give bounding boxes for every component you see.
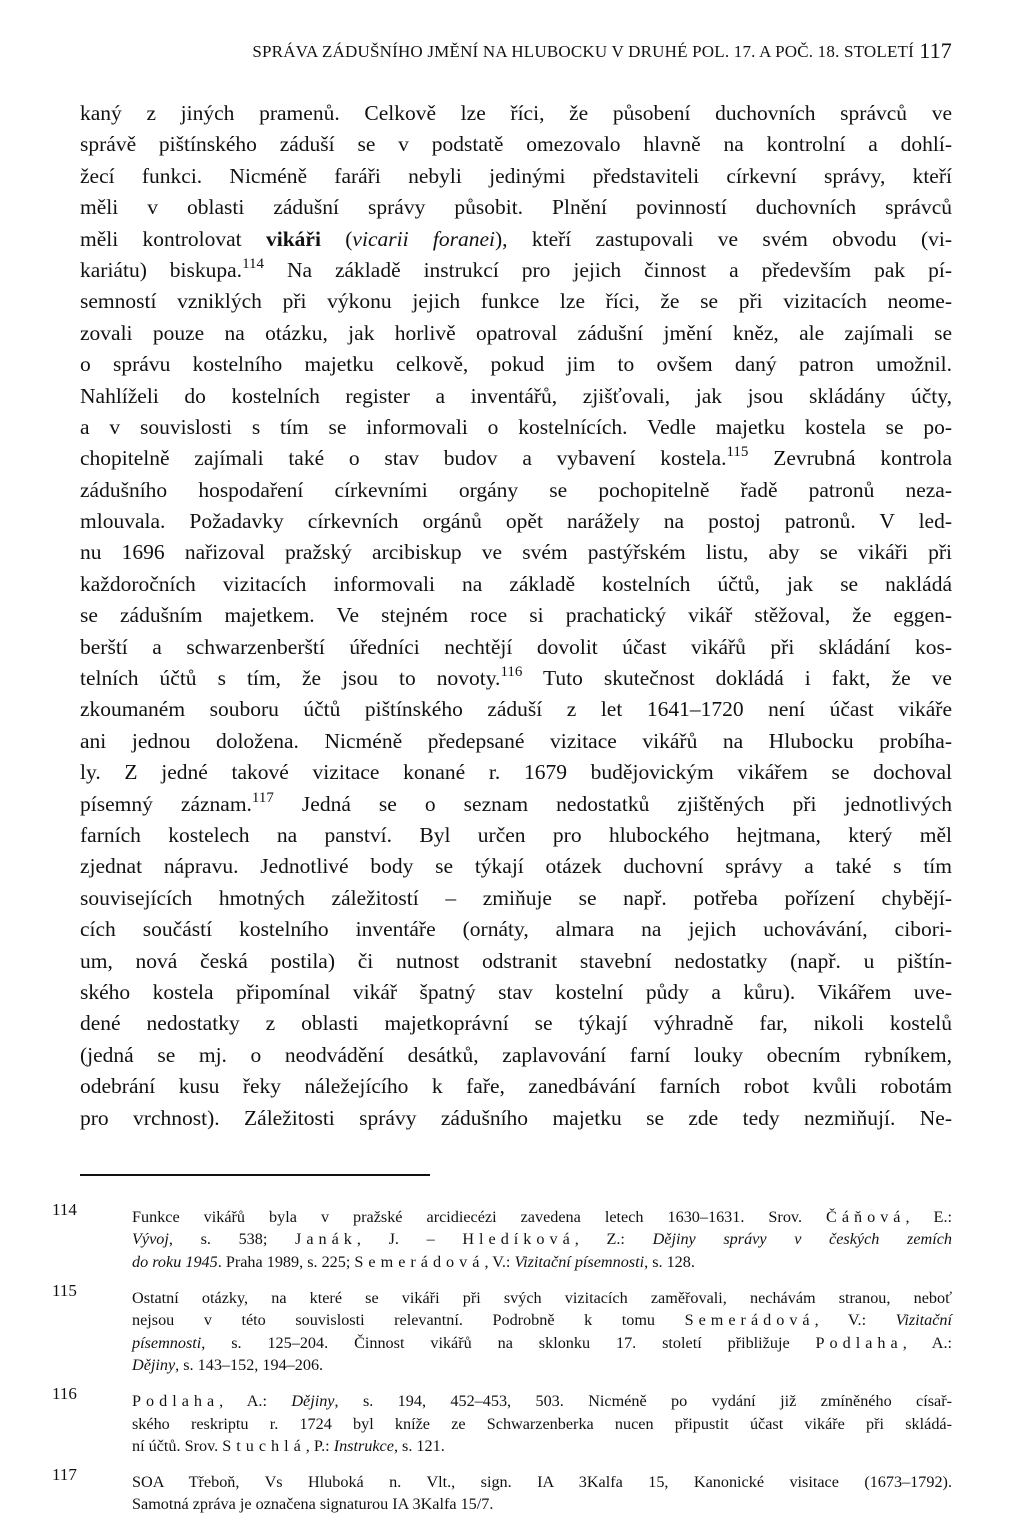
footnote-line: ského reskriptu r. 1724 byl kníže ze Schwarzenberka nucen připustit účast vikáře při skládá- xyxy=(132,1414,952,1433)
author-name: Semerádová xyxy=(354,1253,485,1272)
footnote-line: Samotná zpráva je označena signaturou IA 3Kalfa 15/7. xyxy=(132,1495,494,1514)
body-line: Nahlíželi do kostelních register a inventářů, zjišťovali, jak jsou skládány účty, xyxy=(80,383,952,408)
footnotes xyxy=(52,1199,953,1516)
body-line xyxy=(80,224,952,255)
italic-text: do roku 1945 xyxy=(132,1253,218,1272)
footnote-line xyxy=(132,1332,952,1355)
italic-text: Dějiny xyxy=(291,1392,335,1411)
running-head xyxy=(80,38,952,72)
footnote-line xyxy=(132,1206,952,1229)
body-line: farních kostelech na panství. Byl určen pro hlubockého hejtmana, který měl xyxy=(80,822,952,847)
footnote-reference: 117 xyxy=(251,789,274,806)
italic-text: písemnosti xyxy=(132,1333,202,1352)
italic-text: Vizitační xyxy=(895,1311,952,1330)
text-run: , E.: xyxy=(905,1207,952,1226)
text-run: , P.: xyxy=(305,1437,334,1456)
footnote-number: 114 xyxy=(52,1199,77,1219)
text-run: ní účtů. Srov. xyxy=(132,1437,223,1456)
body-line: pro vrchnost). Záležitosti správy zádušního majetku se zde tedy nezmiňují. Ne- xyxy=(80,1105,952,1130)
body-line: zjednat nápravu. Jednotlivé body se týkají otázek duchovní správy a také s tím xyxy=(80,854,952,879)
text-run: ( xyxy=(320,226,353,251)
body-line: o správu kostelního majetku celkově, pokud jim to ovšem daný patron umožnil. xyxy=(80,352,952,377)
body-line: zkoumaném souboru účtů pištínského záduší z let 1641–1720 není účast vikáře xyxy=(80,697,952,722)
text-run: písemný záznam. xyxy=(80,791,252,816)
body-line: cích součástí kostelního inventáře (ornáty, almara na jejich uchovávání, cibori- xyxy=(80,917,952,942)
text-run: , s. 128. xyxy=(644,1253,695,1272)
text-run: , s. 143–152, 194–206. xyxy=(175,1356,324,1375)
text-run: Funkce vikářů byla v pražské arcidiecézi zavedena letech 1630–1631. Srov. xyxy=(132,1207,827,1226)
body-line: každoročních vizitacích informovali na základě kostelních účtů, jak se nakládá xyxy=(80,571,952,596)
italic-text: Instrukce xyxy=(333,1437,394,1456)
footnote-line xyxy=(132,1251,952,1274)
body-line xyxy=(80,443,952,474)
text-run: nejsou v této souvislosti relevantní. Podrobně k tomu xyxy=(132,1311,685,1330)
footnote-reference: 114 xyxy=(242,255,265,272)
bold-text: vikáři xyxy=(265,226,321,251)
text-run: , s. 194, 452–453, 503. Nicméně po vydání již zmíněného císař- xyxy=(334,1392,953,1411)
footnote-reference: 115 xyxy=(726,444,749,461)
text-run: , V.: xyxy=(814,1311,896,1330)
body-line: ly. Z jedné takové vizitace konané r. 1679 budějovickým vikářem se dochoval xyxy=(80,760,952,785)
italic-text: Dějiny správy v českých zemích xyxy=(652,1230,952,1249)
footnote-reference: 116 xyxy=(500,664,523,681)
footnote xyxy=(52,1464,952,1516)
body-line: žecí funkci. Nicméně faráři nebyli jedinými představiteli církevní správy, kteří xyxy=(80,163,952,188)
italic-text: Vizitační písemnosti xyxy=(514,1253,645,1272)
body-line: odebrání kusu řeky náležejícího k faře, zanedbávání farních robot kvůli robotám xyxy=(80,1074,952,1099)
body-text xyxy=(80,98,952,1134)
body-line: mlouvala. Požadavky církevních orgánů opět narážely na postoj patronů. V led- xyxy=(80,509,952,534)
footnote-divider xyxy=(80,1174,430,1176)
text-run: měli kontrolovat xyxy=(80,226,266,251)
text-run: Na základě instrukcí pro jejich činnost a především pak pí- xyxy=(264,257,952,282)
footnote-line xyxy=(132,1435,952,1458)
body-line: ského kostela připomínal vikář špatný stav kostelní půdy a kůru). Vikářem uve- xyxy=(80,979,952,1004)
page-number: 117 xyxy=(919,38,952,63)
page xyxy=(52,38,953,1529)
body-line: dené nedostatky z oblasti majetkoprávní se týkají výhradně far, nikoli kostelů xyxy=(80,1011,952,1036)
footnote-line: Ostatní otázky, na které se vikáři při svých vizitacích zaměřovali, nechávám stranou, neboť xyxy=(132,1288,952,1307)
body-line xyxy=(80,255,952,286)
footnote-number: 116 xyxy=(52,1384,77,1404)
body-line: ani jednou doložena. Nicméně předepsané vizitace vikářů na Hlubocku probíha- xyxy=(80,728,952,753)
footnote-line xyxy=(132,1354,952,1377)
author-name: Stuchlá xyxy=(222,1437,306,1456)
body-line: zádušního hospodaření církevními orgány se pochopitelně řadě patronů neza- xyxy=(80,477,952,502)
text-run: , V.: xyxy=(484,1253,515,1272)
footnote xyxy=(52,1384,953,1458)
text-run: Jedná se o seznam nedostatků zjištěných při jednotlivých xyxy=(273,791,952,816)
body-line: kaný z jiných pramenů. Celkově lze říci, že působení duchovních správců ve xyxy=(80,101,952,125)
italic-text: Vývoj xyxy=(132,1230,169,1249)
body-line xyxy=(80,789,952,820)
text-run: , s. 125–204. Činnost vikářů na sklonku 17. století přibližuje xyxy=(201,1333,816,1352)
author-name: Semerádová xyxy=(684,1311,815,1330)
footnote-number: 115 xyxy=(52,1280,77,1300)
body-line: berští a schwarzenberští úředníci nechtějí dovolit účast vikářů při skládání kos- xyxy=(80,634,952,659)
text-run: kariátu) biskupa. xyxy=(80,257,243,282)
author-name: Hledíková xyxy=(462,1230,575,1249)
footnote-line: SOA Třeboň, Vs Hluboká n. Vlt., sign. IA 3Kalfa 15, Kanonické visitace (1673–1792). xyxy=(132,1472,952,1491)
author-name: Čáňová xyxy=(826,1207,906,1226)
text-run: . Praha 1989, s. 225; xyxy=(217,1253,355,1272)
text-run: , s. 121. xyxy=(393,1437,445,1456)
body-line: semností vzniklých při výkonu jejich funkce lze říci, že se při vizitacích neome- xyxy=(80,289,952,314)
author-name: Janák xyxy=(295,1230,357,1249)
author-name: Podlaha xyxy=(815,1333,903,1352)
body-line xyxy=(80,663,952,694)
text-run: Tuto skutečnost dokládá i fakt, že ve xyxy=(522,666,952,691)
body-line: zovali pouze na otázku, jak horlivě opatroval zádušní jmění kněz, ale zajímali se xyxy=(80,320,952,345)
body-line: měli v oblasti zádušní správy působit. Plnění povinností duchovních správců xyxy=(80,195,952,220)
body-line: souvisejících hmotných záležitostí – zmiňuje se např. potřeba pořízení chybějí- xyxy=(80,885,952,910)
text-run: chopitelně zajímali také o stav budov a vybavení kostela. xyxy=(80,446,727,471)
body-line: se zádušním majetkem. Ve stejném roce si prachatický vikář stěžoval, že eggen- xyxy=(80,603,952,628)
text-run: , s. 538; xyxy=(168,1230,296,1249)
body-line: a v souvislosti s tím se informovali o kostelnících. Vedle majetku kostela se po- xyxy=(80,414,952,439)
running-title: SPRÁVA ZÁDUŠNÍHO JMĚNÍ NA HLUBOCKU V DRUHÉ POL. 17. A POČ. 18. STOLETÍ xyxy=(252,42,914,61)
footnote-line xyxy=(132,1309,952,1332)
italic-text: vicarii foranei xyxy=(352,226,495,251)
footnote-line xyxy=(132,1228,952,1251)
text-run: Zevrubná kontrola xyxy=(748,446,952,471)
text-run: ), kteří zastupovali ve svém obvodu (vi- xyxy=(494,226,952,251)
text-run: , A.: xyxy=(219,1392,292,1411)
footnote-line xyxy=(132,1390,952,1413)
text-run: , J. – xyxy=(356,1230,463,1249)
footnote-number: 117 xyxy=(52,1464,77,1484)
text-run: telních účtů s tím, že jsou to novoty. xyxy=(80,666,501,691)
footnote xyxy=(52,1199,952,1274)
italic-text: Dějiny xyxy=(132,1356,176,1375)
body-line: um, nová česká postila) či nutnost odstranit stavební nedostatky (např. u pištín- xyxy=(80,948,952,973)
text-run: , Z.: xyxy=(574,1230,653,1249)
text-run: , A.: xyxy=(902,1333,952,1352)
body-line: nu 1696 nařizoval pražský arcibiskup ve svém pastýřském listu, aby se vikáři při xyxy=(80,540,952,565)
footnote xyxy=(52,1280,952,1377)
body-line: (jedná se mj. o neodvádění desátků, zaplavování farní louky obecním rybníkem, xyxy=(80,1042,952,1067)
body-line: správě pištínského záduší se v podstatě omezovalo hlavně na kontrolní a dohlí- xyxy=(80,132,952,157)
author-name: Podlaha xyxy=(132,1392,220,1411)
